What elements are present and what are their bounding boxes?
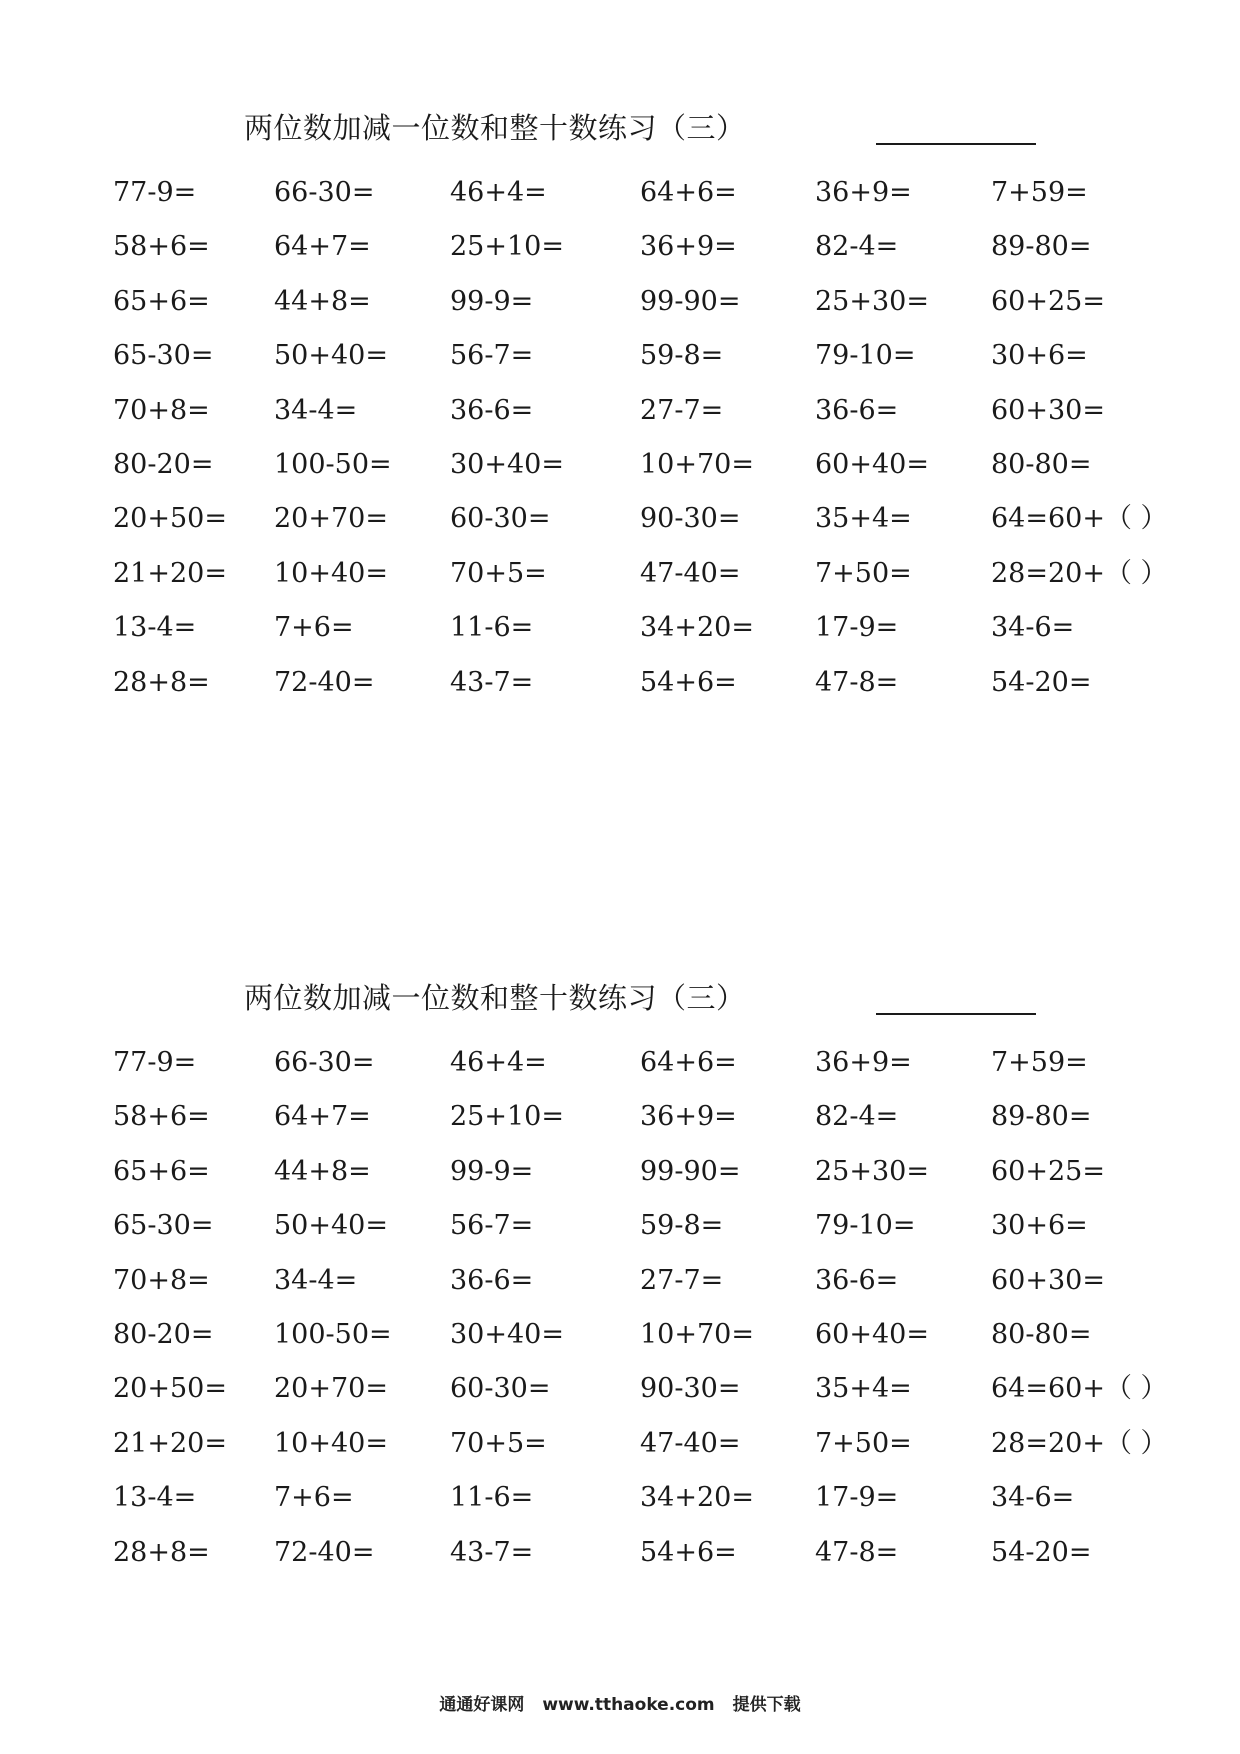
problem: 10+70= [640,448,754,480]
problem: 46+4= [450,177,547,208]
problem: 65-30= [113,340,214,372]
problem-row [0,1254,1240,1308]
problem: 80-20= [113,448,214,480]
problem-row [0,329,1240,383]
problem: 60+25= [991,285,1105,317]
problem: 82-4= [815,1101,899,1133]
problem: 36+9= [815,177,912,208]
problem: 82-4= [815,231,899,263]
problem-row [0,1417,1240,1471]
problem: 47-40= [640,557,741,589]
problem: 13-4= [113,612,197,644]
problem: 79-10= [815,340,916,372]
problem: 72-40= [274,1536,375,1568]
problem: 44+8= [274,1155,371,1187]
problem: 28=20+（ ） [991,1427,1168,1459]
problem: 36-6= [450,1264,534,1296]
problem-grid [0,1036,1240,1580]
problem: 70+5= [450,1427,547,1459]
problem: 79-10= [815,1210,916,1242]
name-blank-line [876,143,1036,145]
problem: 65+6= [113,1155,210,1187]
problem: 80-80= [991,448,1092,480]
problem: 64+6= [640,1047,737,1078]
problem: 64=60+（ ） [991,503,1168,535]
problem: 11-6= [450,1482,534,1514]
problem-row [0,220,1240,274]
problem: 89-80= [991,231,1092,263]
problem: 7+6= [274,612,354,644]
problem: 20+50= [113,1373,227,1405]
problem: 64+7= [274,1101,371,1133]
footer-site-name: 通通好课网 [439,1695,525,1715]
problem: 7+50= [815,1427,912,1459]
problem: 44+8= [274,285,371,317]
problem-row [0,438,1240,492]
problem: 60+30= [991,1264,1105,1296]
problem: 30+40= [450,448,564,480]
problem: 43-7= [450,666,534,698]
problem: 36+9= [640,231,737,263]
problem: 21+20= [113,1427,227,1459]
problem: 36-6= [815,394,899,426]
problem-row [0,1362,1240,1416]
problem-row [0,601,1240,655]
problem: 36-6= [450,394,534,426]
problem: 72-40= [274,666,375,698]
problem: 80-80= [991,1318,1092,1350]
problem: 54+6= [640,1536,737,1568]
problem: 50+40= [274,340,388,372]
problem: 34-6= [991,612,1075,644]
problem-row [0,275,1240,329]
worksheet-1 [0,98,1240,698]
problem: 28+8= [113,666,210,698]
problem: 89-80= [991,1101,1092,1133]
problem: 60+30= [991,394,1105,426]
problem: 46+4= [450,1047,547,1078]
problem: 7+59= [991,177,1088,208]
problem: 59-8= [640,1210,724,1242]
problem: 70+8= [113,394,210,426]
problem: 66-30= [274,177,375,208]
problem: 36-6= [815,1264,899,1296]
problem-row [0,1471,1240,1525]
problem: 25+10= [450,1101,564,1133]
problem-row [0,1199,1240,1253]
problem: 11-6= [450,612,534,644]
problem-row [0,492,1240,546]
problem: 100-50= [274,448,392,480]
problem-row [0,1036,1240,1090]
problem: 34+20= [640,1482,754,1514]
problem: 66-30= [274,1047,375,1078]
problem: 36+9= [640,1101,737,1133]
problem: 77-9= [113,1047,197,1078]
problem-row [0,166,1240,220]
footer [0,1690,1240,1715]
problem: 10+40= [274,1427,388,1459]
problem: 60+25= [991,1155,1105,1187]
problem: 54-20= [991,1536,1092,1568]
problem: 50+40= [274,1210,388,1242]
problem: 60-30= [450,1373,551,1405]
problem: 64+6= [640,177,737,208]
problem-row [0,1145,1240,1199]
problem: 58+6= [113,1101,210,1133]
worksheet-title: 两位数加减一位数和整十数练习（三） [244,111,746,145]
problem: 20+50= [113,503,227,535]
problem: 47-8= [815,666,899,698]
problem: 10+40= [274,557,388,589]
problem-grid [0,166,1240,710]
problem: 7+59= [991,1047,1088,1078]
problem: 70+8= [113,1264,210,1296]
problem: 99-9= [450,1155,534,1187]
name-blank-line [876,1013,1036,1015]
problem: 43-7= [450,1536,534,1568]
problem: 25+10= [450,231,564,263]
problem: 7+50= [815,557,912,589]
problem: 20+70= [274,503,388,535]
problem: 25+30= [815,1155,929,1187]
problem: 58+6= [113,231,210,263]
problem: 17-9= [815,1482,899,1514]
problem: 28=20+（ ） [991,557,1168,589]
problem: 64=60+（ ） [991,1373,1168,1405]
problem: 59-8= [640,340,724,372]
problem: 35+4= [815,1373,912,1405]
problem: 10+70= [640,1318,754,1350]
problem-row [0,1090,1240,1144]
problem: 47-40= [640,1427,741,1459]
problem: 54-20= [991,666,1092,698]
problem: 27-7= [640,1264,724,1296]
problem: 64+7= [274,231,371,263]
problem: 30+6= [991,1210,1088,1242]
problem: 34+20= [640,612,754,644]
problem: 13-4= [113,1482,197,1514]
problem: 56-7= [450,1210,534,1242]
problem: 54+6= [640,666,737,698]
problem-row [0,547,1240,601]
problem: 35+4= [815,503,912,535]
problem: 70+5= [450,557,547,589]
worksheet-2 [0,968,1240,1568]
problem: 99-90= [640,285,741,317]
problem: 20+70= [274,1373,388,1405]
problem: 60+40= [815,448,929,480]
problem: 80-20= [113,1318,214,1350]
problem: 34-4= [274,394,358,426]
problem-row [0,656,1240,710]
problem: 21+20= [113,557,227,589]
problem: 77-9= [113,177,197,208]
problem: 28+8= [113,1536,210,1568]
problem: 65-30= [113,1210,214,1242]
problem: 30+40= [450,1318,564,1350]
problem: 25+30= [815,285,929,317]
problem: 100-50= [274,1318,392,1350]
problem-row [0,1526,1240,1580]
problem-row [0,384,1240,438]
problem: 90-30= [640,1373,741,1405]
problem: 99-90= [640,1155,741,1187]
problem: 7+6= [274,1482,354,1514]
problem: 65+6= [113,285,210,317]
problem: 47-8= [815,1536,899,1568]
problem: 56-7= [450,340,534,372]
problem: 90-30= [640,503,741,535]
problem: 27-7= [640,394,724,426]
problem: 60-30= [450,503,551,535]
problem: 17-9= [815,612,899,644]
problem: 60+40= [815,1318,929,1350]
footer-download-text: 提供下载 [732,1695,801,1715]
problem: 36+9= [815,1047,912,1078]
problem: 30+6= [991,340,1088,372]
footer-url-link[interactable]: www.tthaoke.com [542,1695,715,1715]
problem: 34-6= [991,1482,1075,1514]
problem: 34-4= [274,1264,358,1296]
problem: 99-9= [450,285,534,317]
worksheet-title: 两位数加减一位数和整十数练习（三） [244,981,746,1015]
problem-row [0,1308,1240,1362]
